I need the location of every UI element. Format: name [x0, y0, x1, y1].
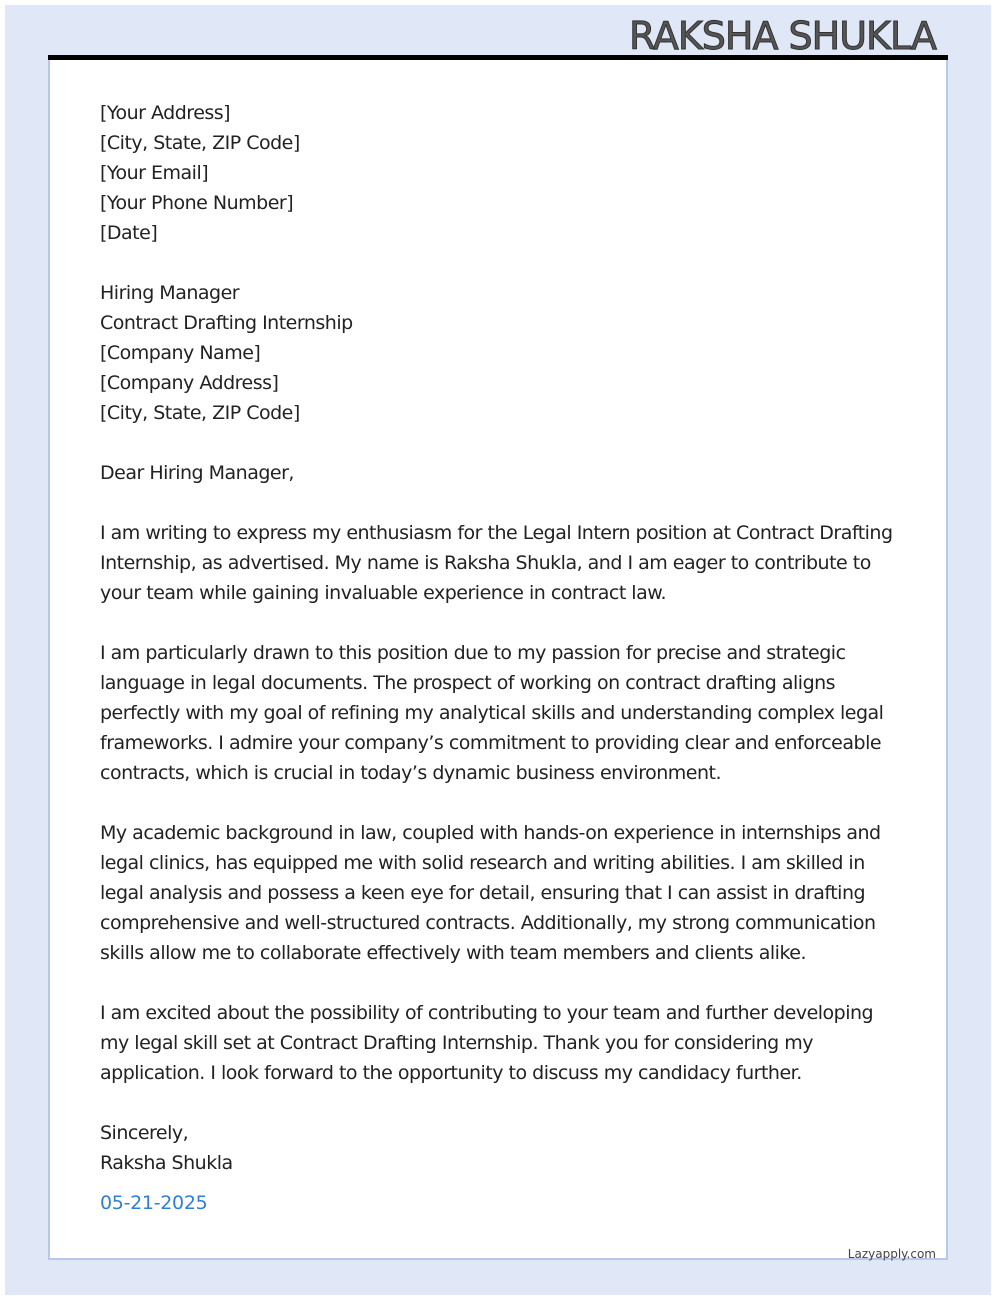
body-paragraph-3: My academic background in law, coupled with hands-on experience in internships and legal clinics, has equipped me with solid research and writing abilities. I am skilled in legal analysis and possess a keen eye for detail, ensuring that I can assist in drafting comprehensive and well-structured contracts. Additionally, my strong communication skills allow me to collaborate effectively with team members and clients alike. — [100, 822, 881, 964]
body-paragraph-4: I am excited about the possibility of contributing to your team and further developing my legal skill set at Contract Drafting Internship. Thank you for considering my application. I look forward to the opportunity to discuss my candidacy further. — [100, 1002, 874, 1084]
recipient-company: [Company Name] — [100, 342, 261, 364]
recipient-department: Contract Drafting Internship — [100, 312, 353, 334]
date-stamp: 05-21-2025 — [100, 1192, 208, 1214]
salutation: Dear Hiring Manager, — [100, 462, 294, 484]
sender-email: [Your Email] — [100, 162, 209, 184]
sender-date: [Date] — [100, 222, 158, 244]
sender-phone: [Your Phone Number] — [100, 192, 294, 214]
closing-block — [100, 1118, 896, 1178]
body-paragraph-2: I am particularly drawn to this position due to my passion for precise and strategic language in legal documents. The prospect of working on contract drafting aligns perfectly with my goal of refining my analytical skills and understanding complex legal frameworks. I admire your company’s commitment to providing clear and enforceable contracts, which is crucial in today’s dynamic business environment. — [100, 642, 884, 784]
body-paragraph-1: I am writing to express my enthusiasm for the Legal Intern position at Contract Drafting Internship, as advertised. My name is Raksha Shukla, and I am eager to contribute to your team while gaining invaluable experience in contract law. — [100, 522, 893, 604]
sender-city-state-zip: [City, State, ZIP Code] — [100, 132, 300, 154]
sender-address-block — [100, 98, 896, 248]
recipient-company-address: [Company Address] — [100, 372, 279, 394]
recipient-city-state-zip: [City, State, ZIP Code] — [100, 402, 300, 424]
recipient-title: Hiring Manager — [100, 282, 240, 304]
applicant-name-heading: RAKSHA SHUKLA — [628, 14, 936, 58]
recipient-address-block — [100, 278, 896, 428]
valediction: Sincerely, — [100, 1122, 189, 1144]
sender-address: [Your Address] — [100, 102, 231, 124]
letter-body — [100, 98, 896, 1178]
signature-name: Raksha Shukla — [100, 1152, 233, 1174]
watermark: Lazyapply.com — [847, 1247, 936, 1261]
